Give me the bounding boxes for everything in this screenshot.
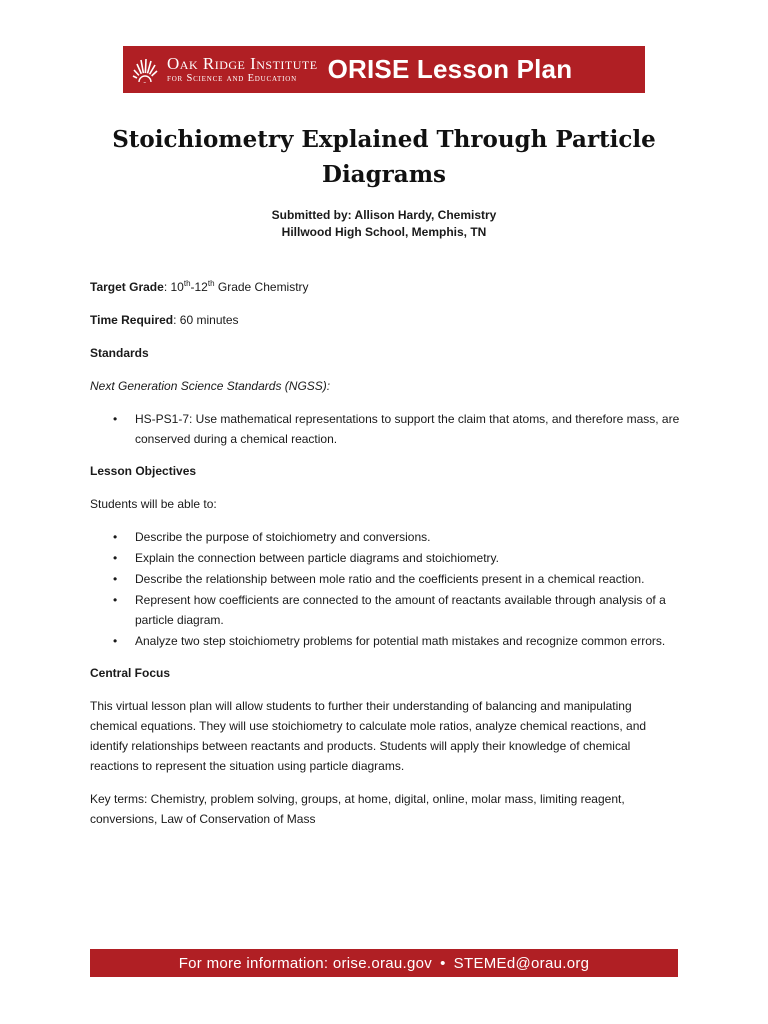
time-required: [90, 310, 682, 330]
footer-banner: [90, 949, 678, 977]
target-grade: [90, 274, 682, 297]
lesson-content: [90, 274, 682, 842]
target-grade-start: 10: [170, 280, 184, 294]
list-item-text: Describe the relationship between mole ratio and the coefficients present in a chemical reaction.: [135, 572, 645, 586]
objectives-intro: Students will be able to:: [90, 497, 217, 511]
footer-email-link[interactable]: STEMEd@orau.org: [453, 954, 590, 972]
footer-separator: •: [440, 954, 446, 972]
list-item: [90, 631, 682, 651]
bullet-icon: •: [113, 530, 118, 544]
list-item: [90, 409, 682, 449]
sunburst-logo-icon: [131, 56, 159, 84]
list-item-text: Represent how coefficients are connected to the amount of reactants available through analysis of a particle diagram.: [135, 593, 666, 627]
list-item-text: Describe the purpose of stoichiometry and conversions.: [135, 530, 431, 544]
objectives-list: [90, 527, 682, 651]
document-title: Stoichiometry Explained Through Particle Diagrams: [112, 126, 656, 188]
bullet-icon: •: [113, 593, 118, 607]
ngss-subheading: Next Generation Science Standards (NGSS):: [90, 379, 331, 393]
submitted-by-line: Submitted by: Allison Hardy, Chemistry: [271, 208, 497, 222]
org-name-line1: Oak Ridge Institute: [167, 53, 318, 73]
bullet-icon: •: [113, 412, 118, 426]
list-item: [90, 548, 682, 568]
org-name: [167, 55, 318, 85]
submitted-block: [90, 207, 678, 241]
list-item: [90, 569, 682, 589]
bullet-icon: •: [113, 551, 118, 565]
objectives-heading: Lesson Objectives: [90, 464, 197, 478]
target-grade-sup1: th: [183, 279, 191, 288]
header-banner: [123, 46, 645, 93]
target-grade-sup2: th: [207, 279, 215, 288]
bullet-icon: •: [113, 634, 118, 648]
key-terms: Key terms: Chemistry, problem solving, groups, at home, digital, online, molar mass, limiting reagent, conversions, Law of Conservation of Mass: [90, 792, 625, 826]
list-item: [90, 590, 682, 630]
target-grade-sep: :: [163, 280, 171, 294]
central-focus-body: This virtual lesson plan will allow students to further their understanding of balancing and manipulating chemical equations. They will use stoichiometry to calculate mole ratios, analyze chemical reactions, and identify relationships between reactants and products. Students will apply their knowledge of chemical reactions to represent the situation using particle diagrams.: [90, 699, 647, 773]
banner-title: ORISE Lesson Plan: [327, 54, 573, 84]
central-focus-heading: Central Focus: [90, 666, 171, 680]
org-name-line2: for Science and Education: [167, 72, 297, 84]
time-required-label: Time Required: [90, 313, 174, 327]
time-required-value: : 60 minutes: [173, 313, 239, 327]
footer-website-link[interactable]: For more information: orise.orau.gov: [178, 954, 433, 972]
target-grade-rest: Grade Chemistry: [214, 280, 309, 294]
target-grade-dash: -12: [190, 280, 208, 294]
list-item-text: Analyze two step stoichiometry problems for potential math mistakes and recognize common errors.: [135, 634, 666, 648]
school-line: Hillwood High School, Memphis, TN: [281, 225, 487, 239]
list-item-text: HS-PS1-7: Use mathematical representations to support the claim that atoms, and therefore mass, are conserved during a chemical reaction.: [135, 412, 680, 446]
standards-list: [90, 409, 682, 449]
list-item-text: Explain the connection between particle diagrams and stoichiometry.: [135, 551, 499, 565]
list-item: [90, 527, 682, 547]
bullet-icon: •: [113, 572, 118, 586]
standards-heading: Standards: [90, 346, 149, 360]
target-grade-label: Target Grade: [90, 280, 164, 294]
